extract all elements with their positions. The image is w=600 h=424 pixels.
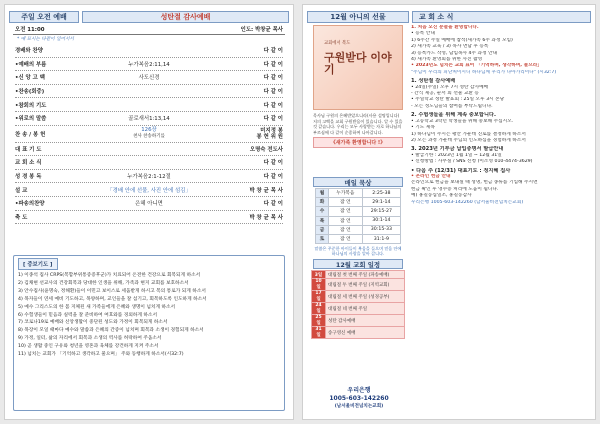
gift-tab: 12월 아니의 선물 xyxy=(307,11,409,23)
news-line: 1) 하나님이 주시는 평안 가운데 진로를 결정하게 하소서 xyxy=(411,131,526,137)
worship-order xyxy=(5,44,293,224)
news-line: "주님이 우리의 피난처이시니 하나님께 우리가 나아가리이다" (시32:7) xyxy=(411,69,557,75)
prayer-item: 8) 목장이 모일 때마다 예수와 말씀과 은혜의 간증이 넘치며 회복과 소생이 경험되게 하소서 xyxy=(18,328,204,334)
news-line: • 등록 안내 xyxy=(411,31,435,37)
daily-devotion xyxy=(307,177,409,339)
table-row xyxy=(312,327,405,339)
order-detail: 골로새서1:13,14 xyxy=(128,116,170,123)
chapter: 29:15-27 xyxy=(362,207,400,216)
news-line: 우리은행 1005-603-142260 (남서울비전넘치는교회) xyxy=(411,199,524,205)
worship-title: 성탄절 감사예배 xyxy=(82,11,289,23)
chapter: 29:1-14 xyxy=(362,198,400,207)
order-label: •예배의 부름 xyxy=(15,61,47,68)
book: 잠 언 xyxy=(329,207,363,216)
order-row xyxy=(15,44,283,58)
table-row xyxy=(312,291,405,303)
schedule-table xyxy=(311,270,405,340)
prayer-title: [ 중보기도 ] xyxy=(18,258,58,270)
day: 토 xyxy=(316,234,329,243)
book-cover-image xyxy=(313,25,403,110)
book: 잠 언 xyxy=(329,225,363,234)
order-row xyxy=(15,183,283,197)
order-detail: 은혜 아니면 xyxy=(135,201,163,208)
prayer-item: 5) 예수 그리스도의 한 몸 지체된 새 가족들에게 은혜와 생명이 넘치게 하소서 xyxy=(18,304,176,310)
intercessory-prayer-box xyxy=(13,255,285,411)
order-leader: 다 같 이 xyxy=(263,89,283,96)
day: 월 xyxy=(316,189,329,198)
order-label: •신 앙 고 백 xyxy=(15,75,45,82)
day: 화 xyxy=(316,198,329,207)
news-line: 헌금 확인 후 영수증 처리에 도움이 됩니다. xyxy=(411,186,499,192)
order-row xyxy=(15,156,283,170)
event: 대림절 첫 번째 주일 (파송예배) xyxy=(326,270,405,279)
table-row xyxy=(312,279,405,291)
order-label: •참회의 기도 xyxy=(15,102,47,109)
service-time: 오전 11:00 xyxy=(15,27,45,33)
date: 31일 xyxy=(312,327,326,339)
news-line: 온라인으로 헌금을 보내실 때 성명, 헌금 종류를 기입해 주시면 xyxy=(411,180,538,186)
table-row xyxy=(316,234,401,243)
offering-committee: 봉 헌 위 원 xyxy=(256,133,283,140)
event: 대림절 두 번째 주일 (지역교회) xyxy=(326,279,405,291)
right-page xyxy=(302,4,596,420)
news-line: • 온라인 헌금 안내 xyxy=(411,173,451,179)
devotion-table xyxy=(315,188,401,244)
presider: 인도: 박창균 목사 xyxy=(240,27,283,33)
worship-tab: 주일 오전 예배 xyxy=(9,11,79,23)
news-line: 2) 모든 과정 가운데 주님의 인도하심을 경험하게 하소서 xyxy=(411,137,526,143)
news-line: • 기도 제목 xyxy=(411,125,435,131)
order-label: •파송의찬양 xyxy=(15,201,45,208)
prayer-item: 1) 이종석 집사 CRPS(복합부위통증증후군)가 치료되어 온전한 건강으로 회복되게 하소서 xyxy=(18,273,201,278)
church-news xyxy=(411,25,593,206)
order-detail: 누가복음2:11,14 xyxy=(128,61,170,68)
table-row xyxy=(312,303,405,315)
order-leader: 다 같 이 xyxy=(263,48,283,55)
date: 3일 xyxy=(312,270,326,279)
order-row xyxy=(15,98,283,112)
hymn-title: 천사 찬송하기를 xyxy=(133,133,165,139)
event: 대림절 네 번째 주일 xyxy=(326,303,405,315)
bank-info xyxy=(313,387,405,411)
chapter: 31:1-9 xyxy=(362,234,400,243)
prayer-item: 4) 목자들이 연세 예비 기도하고, 목양하며, 교인들을 잘 섬기고, 회복하도록 인도하게 하소서 xyxy=(18,296,207,302)
sermon-title: 「경배 안에 선물, 사진 안에 섬김」 xyxy=(107,187,191,194)
order-label: 설 교 xyxy=(15,187,28,194)
order-detail xyxy=(67,128,231,140)
table-row xyxy=(316,216,401,225)
news-line: • 다음 주 (12/31) 대표기도 : 정지혜 집사 xyxy=(411,167,511,174)
date: 17일 xyxy=(312,291,326,303)
event: 송구영신 예배 xyxy=(326,327,405,339)
order-leader: 다 같 이 xyxy=(263,102,283,109)
order-label: •찬송(회중) xyxy=(15,89,45,96)
book: 누가복음 xyxy=(329,189,363,198)
table-row xyxy=(312,315,405,327)
prayer-item: 6) 수험생들이 믿음과 실력을 잘 준비하여 여호와를 경외하게 하소서 xyxy=(18,312,157,318)
order-leader: 오명숙 전도사 xyxy=(249,146,283,153)
order-row xyxy=(15,197,283,211)
news-line: • 2023년도 넘치는 교회 표어 「기억하며, 생각하며, 물으라」 xyxy=(411,63,542,69)
gift-description: 목사님 구원의 은혜받았으니라(사용 설명입니다) 저의 고백을 교회 구원받음이 있습니다. 알 수 있을 것 같습니다. 우리는 모두 사랑받는 자로 하나님의 부르심에 다 같이 순종하여 나아갑니다. xyxy=(313,113,403,135)
order-leader: 다 같 이 xyxy=(263,174,283,181)
news-line: • 발급기한 : 2023년 1월 1일 ~ 12월 31일 xyxy=(411,152,502,158)
order-leader xyxy=(231,128,283,140)
book-title: 구원받다 이야기 xyxy=(324,51,392,76)
news-line: 2. 수험생들을 위해 계속 중보합니다. xyxy=(411,112,496,119)
order-leader: 다 같 이 xyxy=(263,201,283,208)
table-row xyxy=(312,270,405,279)
prayer-item: 7) 코로나19로 예배와 신앙생활이 중단된 성도와 가정이 회복되게 하소서 xyxy=(18,320,168,326)
news-line: - 모든 성도님들의 참여를 부탁드립니다. xyxy=(411,103,493,109)
worship-header xyxy=(9,11,289,23)
prayer-item: 10) 곧 생활 중인 구유와 청년을 영혼과 육체를 강건하게 지켜 주소서 xyxy=(18,344,159,350)
order-row xyxy=(15,143,283,157)
order-leader: 다 같 이 xyxy=(263,116,283,123)
news-line: 3. 2023년 기부금 납입증명서 발급안내 xyxy=(411,146,504,153)
day: 목 xyxy=(316,216,329,225)
book: 잠 언 xyxy=(329,216,363,225)
order-row xyxy=(15,112,283,126)
order-leader: 박 창 균 목 사 xyxy=(249,214,283,221)
order-row xyxy=(15,71,283,85)
date: 10일 xyxy=(312,279,326,291)
order-label: 성 경 봉 독 xyxy=(15,174,42,181)
prayer-item: 2) 김채현 선교사의 건강회복과 당대한 인생을 위해, 가족과 현지 교회를 보호하소서 xyxy=(18,280,189,286)
order-row xyxy=(15,211,283,225)
news-tab: 교 회 소 식 xyxy=(412,11,591,23)
news-line: 1. 처음 오신 분들을 환영합니다. xyxy=(411,25,479,30)
book: 잠 언 xyxy=(329,234,363,243)
event: 성탄 감사예배 xyxy=(326,315,405,327)
order-row xyxy=(15,58,283,72)
table-row xyxy=(316,207,401,216)
order-leader: 다 같 이 xyxy=(263,75,283,82)
chapter: 30:1-14 xyxy=(362,216,400,225)
order-label: 찬 송 / 봉 헌 xyxy=(15,131,46,138)
news-line: 1. 성탄절 감사예배 xyxy=(411,78,456,85)
chapter: 30:15-33 xyxy=(362,225,400,234)
standing-note: * 예 표시는 다같이 일어서서 xyxy=(17,37,74,42)
order-leader: 다 같 이 xyxy=(263,61,283,68)
news-line: 2) 새가족 교육 / 3) 목사 면담 후 등록 xyxy=(411,44,489,50)
day: 수 xyxy=(316,207,329,216)
news-line: • 주일학교 성탄 발표회 : 25일 오후 3시 본당 xyxy=(411,97,505,103)
chapter: 2:25-38 xyxy=(362,189,400,198)
service-info xyxy=(15,25,283,33)
news-line: 3) 등록카드 작성, 담임목사 4주 과정 안내 xyxy=(411,50,498,56)
order-label: •위로의 말씀 xyxy=(15,116,47,123)
event: 대림절 세 번째 주일 (성경공부) xyxy=(326,291,405,303)
date: 24일 xyxy=(312,303,326,315)
table-row xyxy=(316,189,401,198)
news-line: 4) 새가족 환영회를 위한 사진 촬영 xyxy=(411,57,483,63)
order-row xyxy=(15,126,283,143)
table-row xyxy=(316,225,401,234)
bank-account: 1005-603-142260 xyxy=(329,395,389,402)
prayer-item: 3) 안수집사(윤명숙, 정해환)들이 이민고 보이스로 세움받게 하시고 복의 통로가 되게 하소서 xyxy=(18,288,206,294)
order-detail: 사도신경 xyxy=(138,75,160,82)
divider xyxy=(13,34,285,35)
news-line: - 간식 제공, 순서 외 선물 교환 등 xyxy=(411,91,479,97)
news-line: 예) 홍길동십일조, 홍길동감사 xyxy=(411,193,472,199)
order-detail: 누가복음2:1-12절 xyxy=(127,174,171,181)
order-label: 대 표 기 도 xyxy=(15,146,42,153)
prayer-item: 9) 가정, 일터, 삶의 자리에서 회복과 소생의 역사를 허락하여 주옵소서 xyxy=(18,336,162,342)
offering-leader: 미지정 봉 xyxy=(260,127,283,134)
devotion-title: 매일 묵상 xyxy=(313,177,403,187)
newcomer-welcome: 《새가족 환영합니다 !》 xyxy=(313,137,403,148)
left-page xyxy=(4,4,294,420)
hymn-number: 126장 xyxy=(141,126,157,133)
devotion-note: 말씀은 꾸준한 아이들이 복음을 들으며 믿음 안에 하나님의 사랑을 알아 갑니다. xyxy=(314,246,402,257)
order-row xyxy=(15,85,283,99)
date: 25일 xyxy=(312,315,326,327)
order-leader: 박 창 균 목 사 xyxy=(249,187,283,194)
day: 금 xyxy=(316,225,329,234)
news-line: • 24일(주일) 오후 7시 성탄 감사예배 xyxy=(411,84,489,90)
schedule-title: 12월 교회 일정 xyxy=(313,259,403,269)
prayer-item: 11) 넘치는 교회가 「기억하고 생각하고 물으며」 주와 동행하게 하소서(시32:7) xyxy=(18,352,184,358)
news-line: 1) 6주간 주일 예배에 참석(새가족 6주 과정 모임) xyxy=(411,37,513,43)
order-row xyxy=(15,170,283,184)
table-row xyxy=(316,198,401,207)
news-header xyxy=(307,11,591,23)
order-label: 경배와 찬양 xyxy=(15,48,43,55)
bank-name: 우리은행 xyxy=(347,387,371,394)
order-label: 교 회 소 식 xyxy=(15,160,42,167)
book-subtitle: 교회에서 복도 xyxy=(324,41,351,46)
order-leader: 다 같 이 xyxy=(263,160,283,167)
order-label: 축 도 xyxy=(15,214,28,221)
news-line: • 고등학교 3학년 학생들을 위해 중보해 주십시오. xyxy=(411,118,514,124)
bank-owner: (남서울비전넘치는교회) xyxy=(334,404,384,409)
book: 잠 언 xyxy=(329,198,363,207)
news-line: • 신청방법 : 사무실 / SNS 신청 (이소영 010-4474-3629) xyxy=(411,159,533,165)
